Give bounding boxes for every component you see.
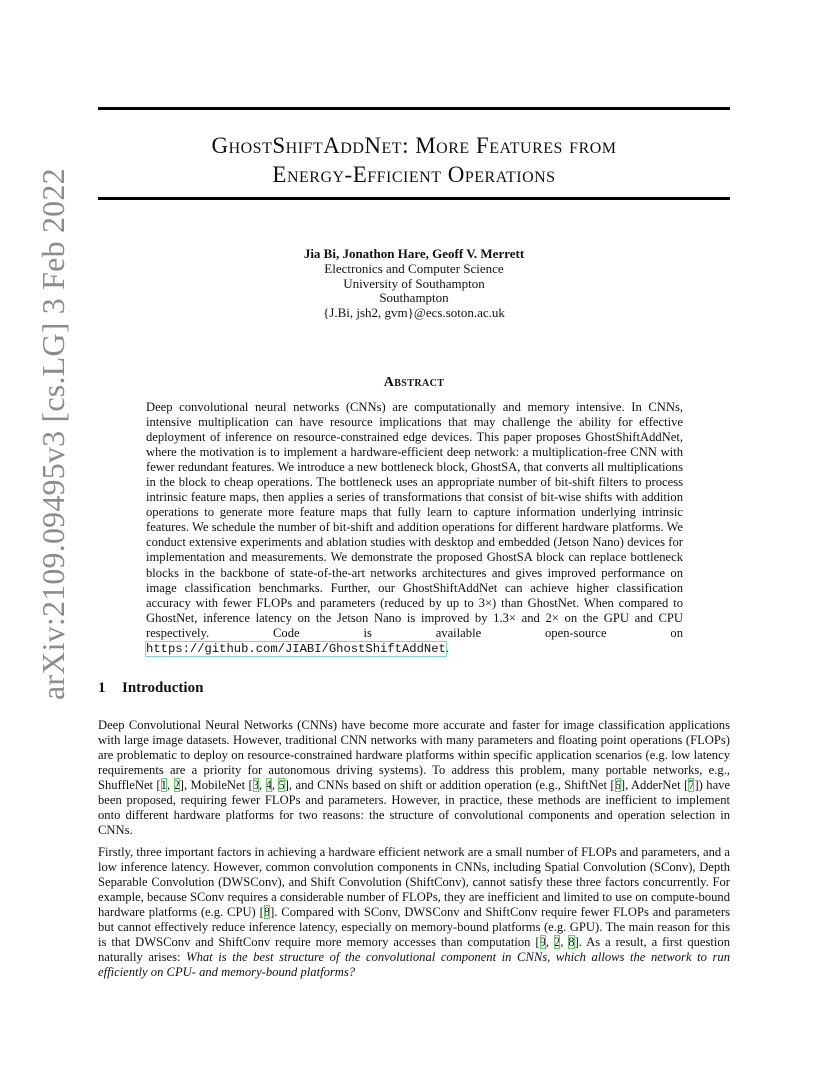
abstract-heading: Abstract: [383, 375, 445, 390]
author-department: Electronics and Computer Science: [324, 260, 504, 276]
citation-link[interactable]: 6: [614, 778, 621, 793]
citation-separator: ,: [166, 778, 174, 793]
author-university: University of Southampton: [343, 275, 485, 291]
citation-link[interactable]: 3: [252, 778, 260, 793]
citation-link[interactable]: 4: [265, 778, 272, 793]
title-rule-bottom: [98, 197, 730, 200]
para2-text-b: ]. Compared with SConv, DWSConv and ShiftConv require fewer FLOPs and parameters but cannot effectively reduce inference latency, especially on memory-bound platforms (e.g. GPU). The main reason for this is that DWSConv and ShiftConv require more memory accesses than computation [: [98, 905, 730, 950]
citation-separator: ,: [560, 935, 569, 950]
section-title: Introduction: [122, 680, 204, 696]
para1-text-d: ], AdderNet [: [620, 778, 689, 793]
introduction-paragraph-1: [98, 718, 730, 838]
citation-link[interactable]: 2: [173, 778, 180, 793]
citation-separator: ,: [271, 778, 279, 793]
citation-link[interactable]: 2: [553, 935, 561, 950]
paper-title: [98, 131, 730, 189]
author-email: {J.Bi, jsh2, gvm}@ecs.soton.ac.uk: [323, 305, 505, 321]
author-names: Jia Bi, Jonathon Hare, Geoff V. Merrett: [303, 246, 525, 261]
para1-text-b: ], MobileNet [: [179, 778, 253, 793]
author-city: Southampton: [379, 290, 449, 306]
abstract-body: Deep convolutional neural networks (CNNs) are computationally and memory intensive. In CNNs, intensive multiplication can have resource implications that may challenge the ability for effective deployment of inference on resource-constrained edge devices. This paper proposes GhostShiftAddNet, where the motivation is to implement a hardware-efficient deep network: a multiplication-free CNN with fewer redundant features. We introduce a new bottleneck block, GhostSA, that converts all multiplications in the block to cheap operations. The bottleneck uses an appropriate number of bit-shift filters to process intrinsic feature maps, then applies a series of transformations that consist of bit-wise shifts with addition operations to generate more feature maps that fully learn to capture information underlying intrinsic features. We schedule the number of bit-shift and addition operations for different hardware platforms. We conduct extensive experiments and ablation studies with desktop and embedded (Jetson Nano) devices for implementation and measurements. We demonstrate the proposed GhostSA block can replace bottleneck blocks in the backbone of state-of-the-art networks architectures and gives improved performance on image classification benchmarks. Further, our GhostShiftAddNet can achieve higher classification accuracy with fewer FLOPs and parameters (reduced by up to 3×) than GhostNet. When compared to GhostNet, inference latency on the Jetson Nano is improved by 1.3× and 2× on the GPU and CPU respectively. Code is available open-source on: [146, 400, 683, 640]
abstract-end: .: [445, 640, 450, 655]
para2-text-a: Firstly, three important factors in achieving a hardware efficient network are a small number of FLOPs and parameters, and a low inference latency. However, common convolution components in CNNs, including Spatial Convolution (SConv), Depth Separable Convolution (DWSConv), and Shift Convolution (ShiftConv), cannot satisfy these three factors concurrently. For example, because SConv requires a considerable number of FLOPs, they are inefficient and limited to use on compute-bound hardware platforms (e.g. CPU) [: [98, 845, 730, 920]
title-line-1: GhostShiftAddNet: More Features from: [211, 133, 617, 158]
citation-separator: ,: [545, 935, 554, 950]
citation-link[interactable]: 7: [688, 778, 695, 793]
citation-link[interactable]: 8: [263, 905, 271, 920]
citation-link[interactable]: 5: [278, 778, 285, 793]
section-heading-introduction: [98, 680, 730, 697]
arxiv-identifier-stamp: arXiv:2109.09495v3 [cs.LG] 3 Feb 2022: [35, 168, 71, 700]
citation-separator: ,: [259, 778, 266, 793]
citation-link[interactable]: 8: [568, 935, 575, 950]
author-block: [98, 247, 730, 321]
para1-text-a: Deep Convolutional Neural Networks (CNNs) have become more accurate and faster for image classification applications with large image datasets. However, traditional CNN networks with many parameters and floating point operations (FLOPs) are problematic to deploy on resource-constrained hardware platforms within specific application scenarios (e.g. low latency requirements are a priority for autonomous driving systems). To address this problem, many portable networks, e.g., ShuffleNet [: [98, 718, 730, 793]
title-line-2: Energy-Efficient Operations: [272, 162, 556, 187]
abstract-text: [146, 400, 683, 657]
title-rule-top: [98, 107, 730, 110]
citation-link[interactable]: 1: [160, 778, 167, 793]
citation-link[interactable]: 9: [539, 935, 546, 950]
para1-text-e: ]) have been proposed, requiring fewer FLOPs and parameters. However, in practice, these methods are inefficient to implement onto different hardware platforms for two reasons: the structure of convolutional components and operation selection in CNNs.: [98, 778, 731, 838]
code-repository-link[interactable]: https://github.com/JIABI/GhostShiftAddNet: [146, 641, 446, 656]
para2-text-c: ]. As a result, a first question naturally arises:: [98, 935, 730, 965]
para1-text-c: ], and CNNs based on shift or addition operation (e.g., ShiftNet [: [284, 778, 615, 793]
research-question: What is the best structure of the convolutional component in CNNs, which allows the network to run efficiently on CPU- and memory-bound platforms?: [98, 950, 730, 980]
section-number: 1: [98, 680, 106, 696]
introduction-paragraph-2: [98, 845, 730, 980]
